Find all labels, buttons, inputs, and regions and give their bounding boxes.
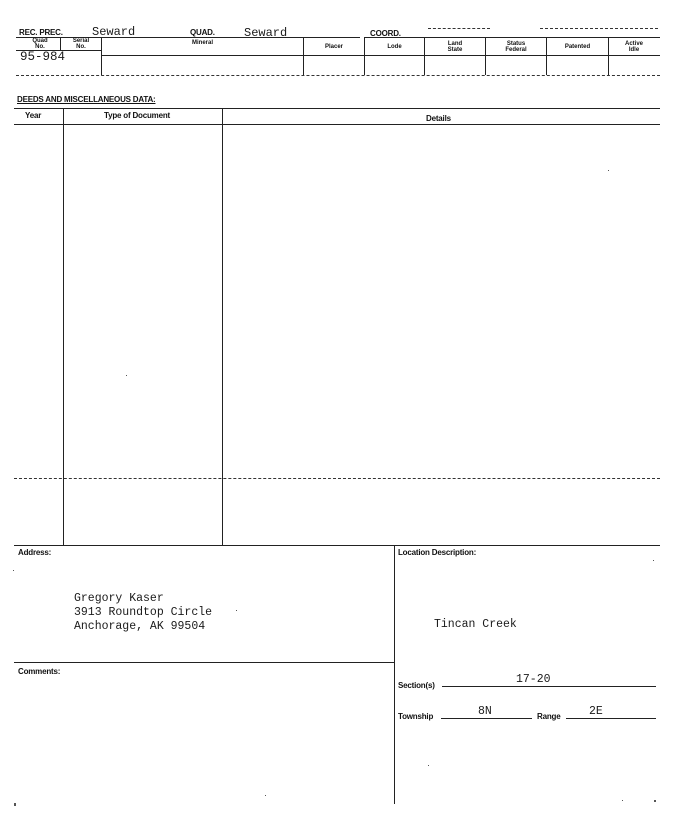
type-column-area[interactable] — [64, 125, 221, 545]
quad-value[interactable]: Seward — [244, 26, 288, 40]
quad-label: QUAD. — [190, 28, 215, 37]
lode-header: Lode — [387, 44, 402, 50]
section-label: Section(s) — [398, 681, 435, 690]
rec-prec-value[interactable]: Seward — [92, 25, 136, 39]
patented-header: Patented — [564, 44, 591, 50]
quad-no-header: Quad No. — [32, 38, 48, 50]
coord-label: COORD. — [370, 29, 401, 38]
address-street: 3913 Roundtop Circle — [74, 606, 213, 619]
placer-header: Placer — [324, 44, 343, 50]
comments-label: Comments: — [18, 667, 61, 676]
land-state-header: Land State — [447, 41, 463, 53]
address-name: Gregory Kaser — [74, 592, 164, 605]
address-label: Address: — [18, 548, 52, 557]
township-value[interactable]: 8N — [478, 705, 492, 718]
location-description-value[interactable]: Tincan Creek — [434, 618, 517, 631]
deeds-section-title: DEEDS AND MISCELLANEOUS DATA: — [17, 95, 156, 104]
quad-serial-value[interactable]: 95-984 — [20, 50, 66, 64]
active-idle-header: Active Idle — [624, 41, 643, 53]
details-column-area[interactable] — [223, 125, 659, 545]
year-column-area[interactable] — [15, 125, 62, 545]
range-value[interactable]: 2E — [589, 705, 603, 718]
status-federal-header: Status Federal — [505, 41, 527, 53]
township-label: Township — [398, 712, 434, 721]
rec-prec-label: REC. PREC. — [19, 28, 63, 37]
type-of-document-header: Type of Document — [104, 111, 170, 120]
address-block[interactable] — [74, 592, 212, 634]
section-value[interactable]: 17-20 — [516, 673, 551, 686]
mineral-header: Mineral — [191, 40, 213, 46]
comments-area[interactable] — [16, 680, 392, 800]
details-header: Details — [426, 114, 451, 123]
lower-column-divider — [394, 546, 395, 804]
address-city: Anchorage, AK 99504 — [74, 620, 206, 633]
location-description-label: Location Description: — [398, 548, 477, 557]
serial-no-header: Serial No. — [72, 38, 90, 50]
range-label: Range — [537, 712, 561, 721]
year-header: Year — [25, 111, 42, 120]
